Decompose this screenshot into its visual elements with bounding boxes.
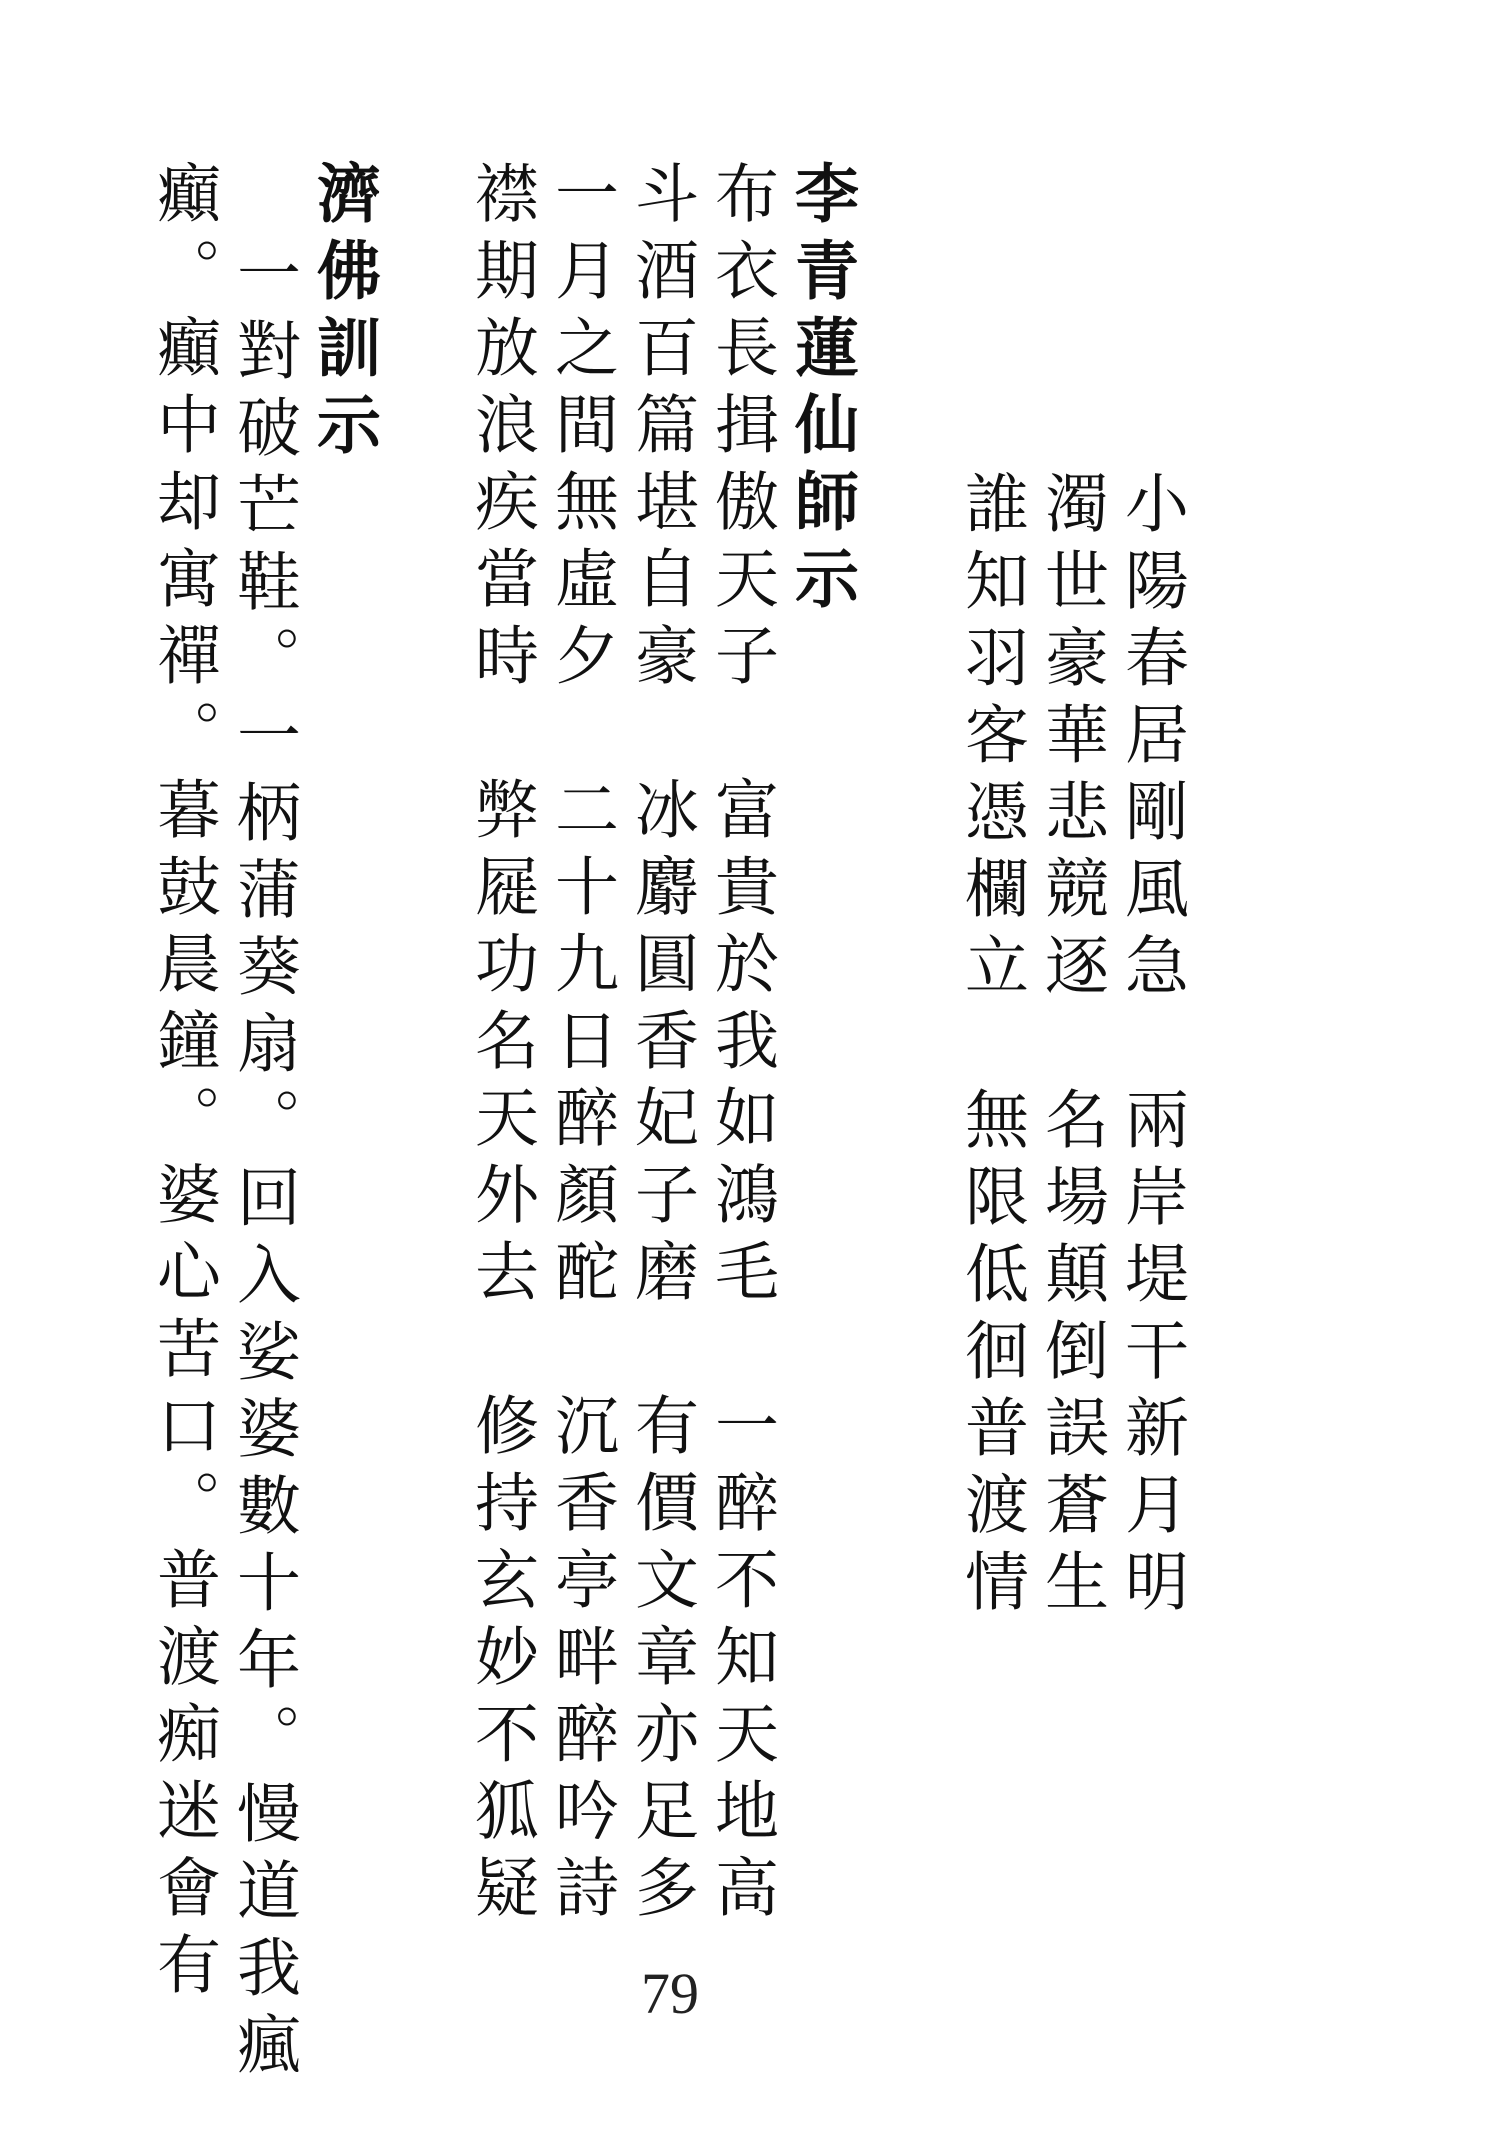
poem-column-1-text: 布衣長揖傲天子 (704, 160, 778, 699)
poem-column-3: 一月之間無虛夕 二十九日醉顏酡 沉香亭畔醉吟詩 (544, 160, 618, 1931)
xiao-poem-column-1: 小陽春居剛風急 兩岸堤干新月明 (1114, 470, 1188, 1625)
poem-column-1 (702, 160, 780, 1931)
poem-column-2: 斗酒百篇堪自豪 冰麝圓香妃子磨 有價文章亦足多 (624, 160, 698, 1931)
prose-column-1: 一對破芒鞋。一柄蒲葵扇。回入娑婆數十年。慢道我瘋 (226, 240, 300, 2088)
prose-column-2: 癲。癲中却寓禪。暮鼓晨鐘。婆心苦口。普渡痴迷會有 (146, 160, 220, 2008)
page-number: 79 (641, 1961, 699, 2026)
poem-column-4: 襟期放浪疾當時 弊屣功名天外去 修持玄妙不狐疑 (464, 160, 538, 1931)
poem-column-1-rest: 富貴於我如鴻毛 一醉不知天地高 (704, 776, 778, 1931)
section-heading-ji-fo: 濟佛訓示 (306, 160, 380, 468)
xiao-poem-column-2: 濁世豪華悲競逐 名場顛倒誤蒼生 (1034, 470, 1108, 1625)
xiao-poem-column-3: 誰知羽客憑欄立 無限低徊普渡情 (954, 470, 1028, 1625)
section-heading-li-qinglian: 李青蓮仙師示 (784, 160, 858, 622)
